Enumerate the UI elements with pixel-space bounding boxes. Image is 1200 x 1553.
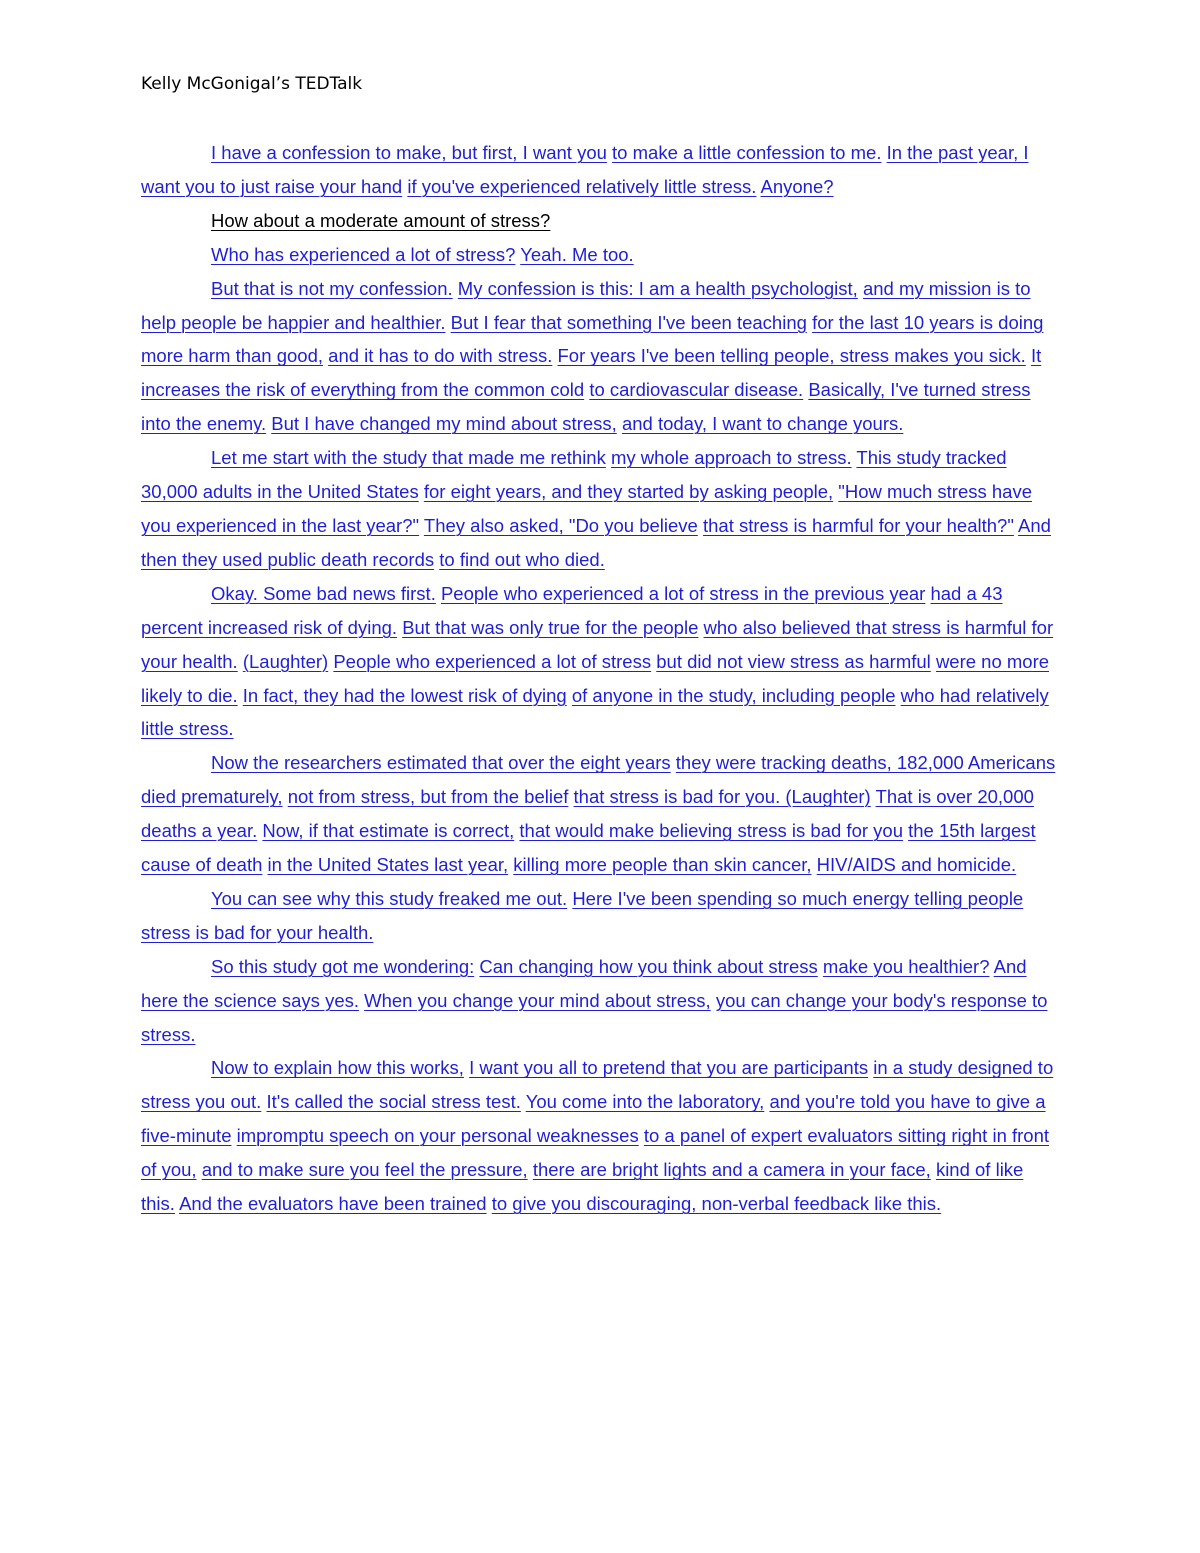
transcript-link-segment[interactable]: I have a confession to make, but first, I want you: [211, 142, 607, 163]
transcript-link-segment[interactable]: Okay. Some bad news first.: [211, 582, 436, 604]
transcript-link-segment[interactable]: You come into the laboratory,: [525, 1091, 765, 1113]
transcript-link-segment[interactable]: Now to explain how this works,: [211, 1057, 464, 1079]
transcript-body: [141, 136, 1061, 1221]
transcript-link-segment[interactable]: That is over 20,000 deaths a year.: [141, 786, 1034, 842]
transcript-link-segment[interactable]: for the last 10 years is doing more harm than good,: [141, 311, 1044, 367]
transcript-link-segment[interactable]: Now the researchers estimated that over the eight years: [211, 752, 671, 774]
transcript-link-segment[interactable]: and today, I want to change yours.: [621, 413, 904, 435]
transcript-link-segment[interactable]: In the past year, I want you to just raise your hand: [141, 142, 1029, 197]
transcript-paragraph: [141, 746, 1061, 882]
transcript-link-segment[interactable]: to a panel of expert evaluators sitting right in front of you,: [141, 1125, 1050, 1181]
transcript-link-segment[interactable]: for eight years, and they started by asking people,: [423, 481, 834, 503]
transcript-link-segment[interactable]: if you've experienced relatively little stress.: [407, 175, 757, 197]
transcript-link-segment[interactable]: of anyone in the study, including people: [571, 684, 896, 706]
transcript-link-segment[interactable]: stress is bad for your health.: [141, 921, 374, 943]
transcript-link-segment[interactable]: Basically, I've turned stress into the enemy.: [141, 379, 1031, 435]
transcript-link-segment[interactable]: It increases the risk of everything from the common cold: [141, 345, 1042, 401]
transcript-link-segment[interactable]: When you change your mind about stress,: [364, 989, 711, 1011]
transcript-link-segment[interactable]: impromptu speech on your personal weaknesses: [236, 1125, 639, 1147]
transcript-link-segment[interactable]: but did not view stress as harmful: [656, 650, 931, 672]
transcript-paragraph: [141, 204, 1061, 238]
transcript-link-segment[interactable]: killing more people than skin cancer,: [513, 854, 812, 876]
transcript-link-segment[interactable]: It's called the social stress test.: [266, 1091, 521, 1113]
transcript-link-segment[interactable]: that stress is harmful for your health?": [702, 514, 1014, 536]
transcript-link-segment[interactable]: they were tracking deaths, 182,000 Americans died prematurely,: [141, 752, 1056, 808]
transcript-link-segment[interactable]: And the evaluators have been trained: [179, 1193, 487, 1215]
transcript-paragraph: [141, 238, 1061, 272]
transcript-link-segment[interactable]: my whole approach to stress.: [611, 447, 852, 469]
transcript-link-segment[interactable]: This study tracked 30,000 adults in the United States: [141, 447, 1007, 503]
transcript-paragraph: [141, 577, 1061, 747]
transcript-link-segment[interactable]: in the United States last year,: [267, 854, 509, 876]
transcript-paragraph: [141, 1051, 1061, 1221]
transcript-link-segment[interactable]: Anyone?: [760, 175, 834, 197]
transcript-link-segment[interactable]: People who experienced a lot of stress: [333, 650, 652, 672]
transcript-link-segment[interactable]: You can see why this study freaked me out.: [211, 887, 568, 909]
transcript-link-segment[interactable]: and to make sure you feel the pressure,: [201, 1159, 528, 1181]
transcript-text-segment: How about a moderate amount of stress?: [211, 209, 551, 231]
transcript-link-segment[interactable]: and my mission is to help people be happier and healthier.: [141, 277, 1031, 333]
transcript-link-segment[interactable]: And here the science says yes.: [141, 955, 1027, 1011]
document-title: Kelly McGonigal’s TEDTalk: [141, 74, 363, 94]
transcript-link-segment[interactable]: who also believed that stress is harmful for your health.: [141, 616, 1054, 672]
transcript-link-segment[interactable]: But that is not my confession.: [211, 277, 453, 299]
transcript-link-segment[interactable]: to find out who died.: [439, 548, 605, 570]
transcript-link-segment[interactable]: But that was only true for the people: [402, 616, 699, 638]
transcript-paragraph: [141, 272, 1061, 442]
transcript-link-segment[interactable]: kind of like this.: [141, 1159, 1024, 1215]
transcript-link-segment[interactable]: Can changing how you think about stress: [479, 955, 818, 977]
transcript-link-segment[interactable]: So this study got me wondering:: [211, 955, 475, 977]
transcript-link-segment[interactable]: make you healthier?: [822, 955, 990, 977]
transcript-link-segment[interactable]: In fact, they had the lowest risk of dying: [242, 684, 567, 706]
transcript-link-segment[interactable]: And then they used public death records: [141, 514, 1051, 570]
transcript-link-segment[interactable]: who had relatively little stress.: [141, 684, 1049, 740]
transcript-link-segment[interactable]: For years I've been telling people, stress makes you sick.: [557, 345, 1026, 367]
transcript-link-segment[interactable]: that would make believing stress is bad for you: [519, 820, 903, 842]
transcript-link-segment[interactable]: Who has experienced a lot of stress?: [211, 243, 516, 265]
transcript-link-segment[interactable]: Now, if that estimate is correct,: [262, 820, 515, 842]
transcript-link-segment[interactable]: to make a little confession to me.: [612, 142, 882, 163]
transcript-link-segment[interactable]: Let me start with the study that made me rethink: [211, 447, 606, 469]
transcript-link-segment[interactable]: I want you all to pretend that you are participants: [469, 1057, 869, 1079]
transcript-link-segment[interactable]: and you're told you have to give a five-minute: [141, 1091, 1046, 1147]
transcript-link-segment[interactable]: not from stress, but from the belief: [287, 786, 569, 808]
transcript-paragraph: [141, 441, 1061, 577]
transcript-link-segment[interactable]: "How much stress have you experienced in the last year?": [141, 481, 1032, 536]
transcript-link-segment[interactable]: to cardiovascular disease.: [589, 379, 804, 401]
transcript-link-segment[interactable]: My confession is this: I am a health psychologist,: [457, 277, 858, 299]
transcript-link-segment[interactable]: that stress is bad for you. (Laughter): [573, 786, 871, 808]
transcript-link-segment[interactable]: But I fear that something I've been teaching: [450, 311, 807, 333]
transcript-link-segment[interactable]: to give you discouraging, non-verbal feedback like this.: [491, 1193, 942, 1215]
transcript-link-segment[interactable]: there are bright lights and a camera in your face,: [532, 1159, 931, 1181]
transcript-link-segment[interactable]: were no more likely to die.: [141, 650, 1050, 706]
transcript-link-segment[interactable]: HIV/AIDS and homicide.: [816, 854, 1017, 876]
transcript-link-segment[interactable]: and it has to do with stress.: [328, 345, 553, 367]
transcript-link-segment[interactable]: They also asked, "Do you believe: [423, 514, 698, 536]
transcript-link-segment[interactable]: you can change your body's response to stress.: [141, 989, 1048, 1045]
transcript-link-segment[interactable]: Yeah. Me too.: [520, 243, 634, 265]
transcript-link-segment[interactable]: Here I've been spending so much energy telling people: [572, 887, 1024, 909]
transcript-paragraph: [141, 882, 1061, 950]
transcript-link-segment[interactable]: had a 43 percent increased risk of dying.: [141, 582, 1003, 638]
transcript-link-segment[interactable]: But I have changed my mind about stress,: [271, 413, 617, 435]
transcript-link-segment[interactable]: People who experienced a lot of stress in the previous year: [440, 582, 926, 604]
transcript-link-segment[interactable]: the 15th largest cause of death: [141, 820, 1036, 876]
transcript-link-segment[interactable]: in a study designed to stress you out.: [141, 1057, 1054, 1113]
transcript-link-segment[interactable]: (Laughter): [242, 650, 329, 672]
transcript-paragraph: [141, 136, 1061, 204]
transcript-paragraph: [141, 950, 1061, 1052]
